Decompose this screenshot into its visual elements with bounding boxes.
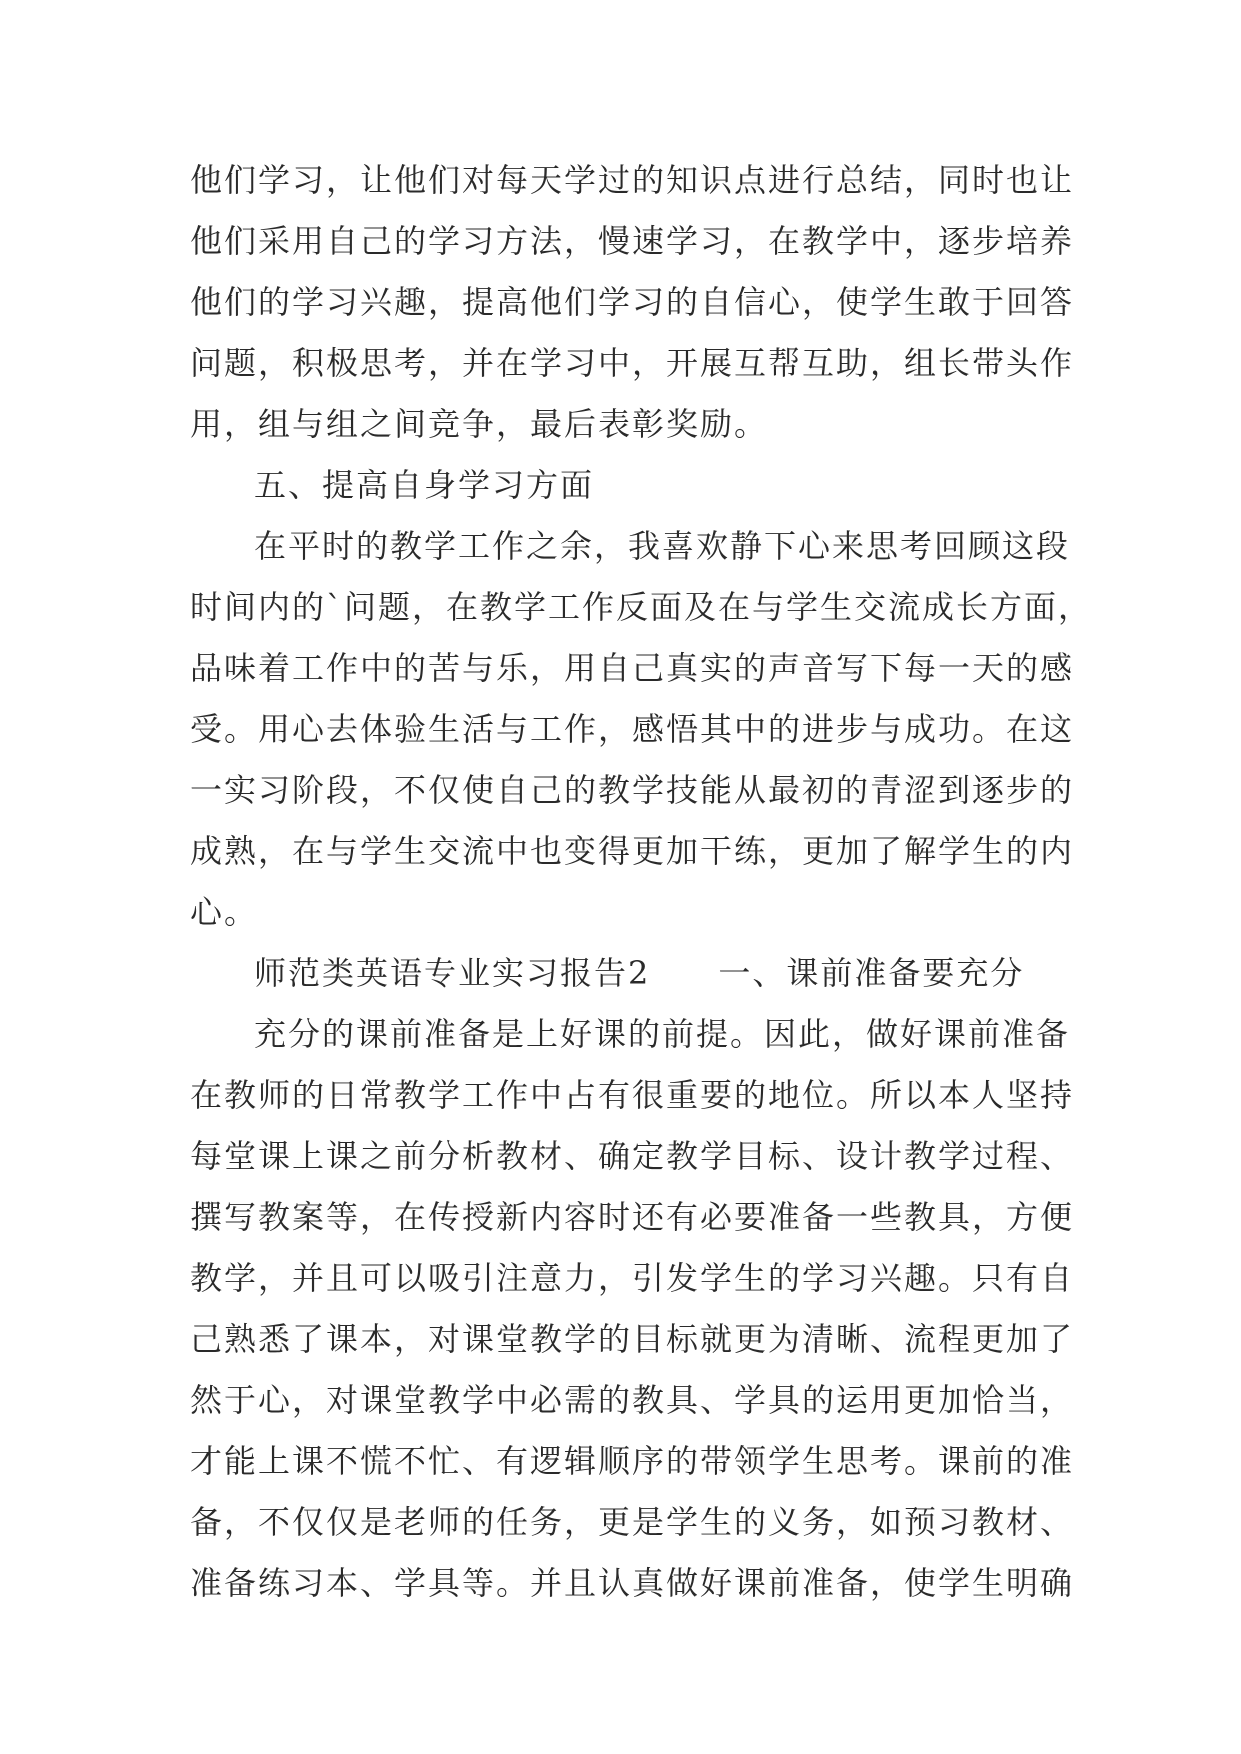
paragraph-start-line: 充分的课前准备是上好课的前提。因此，做好课前准备 — [254, 1015, 1071, 1053]
report-title-line: 师范类英语专业实习报告2 一、课前准备要充分 — [254, 954, 1025, 992]
paragraph-start-line: 在平时的教学工作之余，我喜欢静下心来思考回顾这段 — [254, 527, 1071, 565]
body-text — [190, 150, 1093, 1614]
section-heading: 五、提高自身学习方面 — [254, 466, 595, 504]
text-line: 准备练习本、学具等。并且认真做好课前准备，使学生明确 — [190, 1564, 1075, 1602]
text-line: 撰写教案等，在传授新内容时还有必要准备一些教具，方便 — [190, 1198, 1075, 1236]
text-line: 问题，积极思考，并在学习中，开展互帮互助，组长带头作 — [190, 344, 1075, 382]
text-line: 每堂课上课之前分析教材、确定教学目标、设计教学过程、 — [190, 1137, 1075, 1175]
text-line: 在教师的日常教学工作中占有很重要的地位。所以本人坚持 — [190, 1076, 1075, 1114]
text-line: 然于心，对课堂教学中必需的教具、学具的运用更加恰当， — [190, 1381, 1075, 1419]
text-line: 受。用心去体验生活与工作，感悟其中的进步与成功。在这 — [190, 710, 1075, 748]
text-line: 己熟悉了课本，对课堂教学的目标就更为清晰、流程更加了 — [190, 1320, 1075, 1358]
text-line: 时间内的`问题，在教学工作反面及在与学生交流成长方面， — [190, 588, 1093, 626]
text-line: 才能上课不慌不忙、有逻辑顺序的带领学生思考。课前的准 — [190, 1442, 1075, 1480]
text-line: 一实习阶段，不仅使自己的教学技能从最初的青涩到逐步的 — [190, 771, 1075, 809]
text-line: 他们学习，让他们对每天学过的知识点进行总结，同时也让 — [190, 161, 1075, 199]
text-line: 备，不仅仅是老师的任务，更是学生的义务，如预习教材、 — [190, 1503, 1075, 1541]
text-line: 品味着工作中的苦与乐，用自己真实的声音写下每一天的感 — [190, 649, 1075, 687]
text-line: 心。 — [190, 893, 259, 931]
text-line: 他们采用自己的学习方法，慢速学习，在教学中，逐步培养 — [190, 222, 1075, 260]
text-line: 成熟，在与学生交流中也变得更加干练，更加了解学生的内 — [190, 832, 1075, 870]
text-line: 教学，并且可以吸引注意力，引发学生的学习兴趣。只有自 — [190, 1259, 1075, 1297]
text-line: 他们的学习兴趣，提高他们学习的自信心，使学生敢于回答 — [190, 283, 1075, 321]
text-line: 用，组与组之间竞争，最后表彰奖励。 — [190, 405, 769, 443]
